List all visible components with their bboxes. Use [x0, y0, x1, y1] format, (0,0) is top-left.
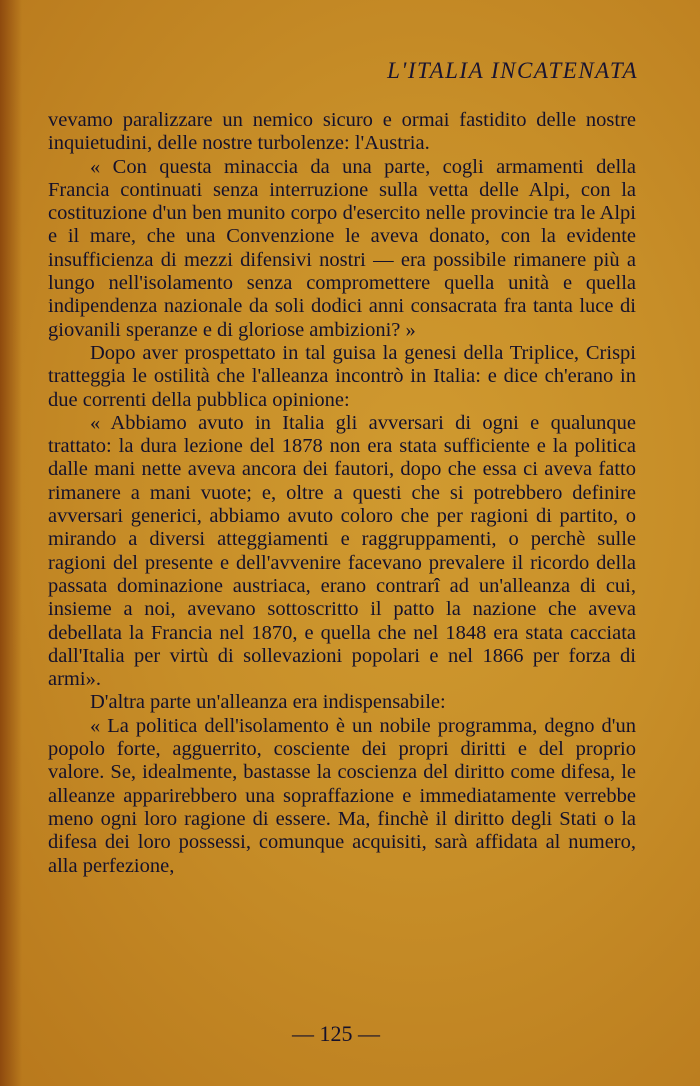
running-title: L'ITALIA INCATENATA	[387, 58, 638, 83]
page-edge-shadow	[0, 0, 22, 1086]
paragraph-continued: vevamo paralizzare un nemico sicuro e ormai fastidito delle nostre inquietudini, delle nostre turbolenze: l'Austria.	[48, 109, 636, 155]
page-number: — 125 —	[292, 1021, 380, 1046]
body-text	[48, 109, 636, 878]
paragraph-quote-avversari: « Abbiamo avuto in Italia gli avversari di ogni e qualunque trattato: la dura lezione del 1878 non era stata sufficiente e la politica dalle mani nette aveva ancora dei fautori, dopo che essa ci aveva fatto rimanere a mani vuote; e, oltre a questi che si potrebbero definire avversari generici, abbiamo avuto coloro che per ragioni di partito, o mirando a diversi atteggiamenti e raggruppamenti, o perchè sulle ragioni del presente e dell'avvenire facevano prevalere il ricordo della passata dominazione austriaca, erano contrarî ad un'alleanza di cui, insieme a noi, avevano sottoscritto il patto la nazione che aveva debellata la Francia nel 1870, e quella che nel 1848 era stata cacciata dall'Italia per virtù di sollevazioni popolari e nel 1866 per forza di armi».	[48, 411, 636, 691]
paragraph-quote-minaccia: « Con questa minaccia da una parte, cogli armamenti della Francia continuati senza interruzione sulla vetta delle Alpi, con la costituzione d'un ben munito corpo d'esercito nelle provincie tra le Alpi e il mare, che una Convenzione le aveva donato, con la evidente insufficienza di mezzi difensivi nostri — era possibile rimanere più a lungo nell'isolamento senza compromettere quella unità e quella indipendenza nazionale da soli dodici anni consacrata fra tanta luce di giovanili speranze e di gloriose ambizioni? »	[48, 155, 636, 341]
paragraph-alleanza-indispensabile: D'altra parte un'alleanza era indispensabile:	[90, 691, 446, 714]
paragraph-quote-isolamento: « La politica dell'isolamento è un nobile programma, degno d'un popolo forte, agguerrito, cosciente dei propri diritti e del proprio valore. Se, idealmente, bastasse la coscienza del diritto come difesa, le alleanze apparirebbero una sopraffazione e immediatamente verrebbe meno ogni loro ragione di essere. Ma, finchè il diritto degli Stati o la difesa dei loro possessi, comunque acquisiti, sarà affidata al numero, alla perfezione,	[48, 714, 636, 877]
paragraph-genesi-triplice: Dopo aver prospettato in tal guisa la genesi della Triplice, Crispi tratteggia le ostilità che l'alleanza incontrò in Italia: e dice ch'erano in due correnti della pubblica opinione:	[48, 341, 636, 411]
